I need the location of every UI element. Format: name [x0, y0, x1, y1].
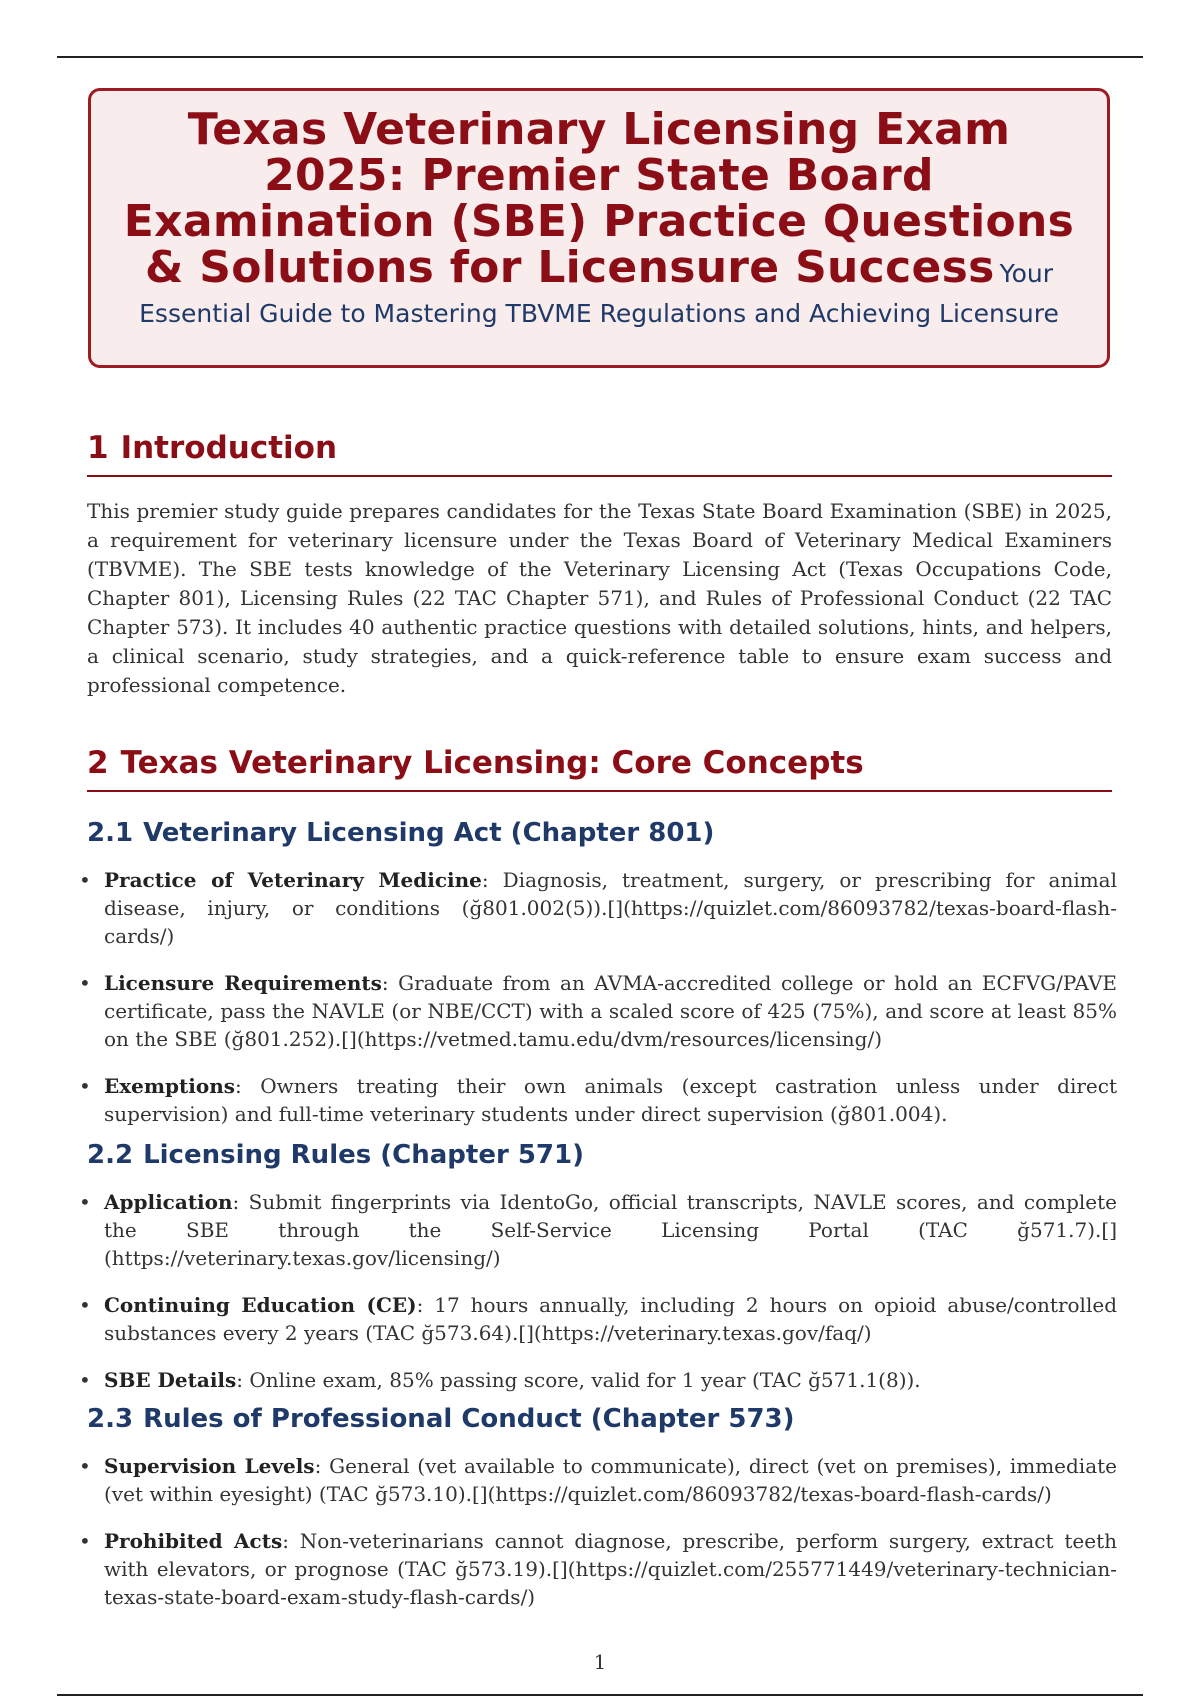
section-core-concepts-heading — [87, 743, 1112, 792]
list-item — [87, 1291, 1117, 1347]
list-item — [87, 1072, 1117, 1128]
section-number: 2 — [87, 745, 109, 781]
document-title: Texas Veterinary Licensing Exam 2025: Premier State Board Examination (SBE) Practice Questions & Solutions for Licensure Success — [123, 104, 1075, 293]
list-2-1 — [87, 866, 1117, 1147]
subsection-heading-2-1 — [87, 816, 714, 850]
list-item-text: : 17 hours annually, including 2 hours on opioid abuse/controlled substances every 2 years (TAC ğ573.64).[](https://veterinary.texas.gov/faq/) — [104, 1293, 1117, 1345]
list-item — [87, 1452, 1117, 1508]
bottom-rule — [57, 1694, 1143, 1696]
list-item-text: : Non-veterinarians cannot diagnose, prescribe, perform surgery, extract teeth with elevators, or prognose (TAC ğ573.19).[](https://quizlet.com/255771449/veterinary-technician-texas-state-board-exam-study-flash-cards/) — [104, 1529, 1117, 1609]
section-introduction-heading — [87, 428, 1112, 477]
subsection-number: 2.1 — [87, 818, 134, 848]
list-item — [87, 969, 1117, 1053]
section-title: Introduction — [120, 430, 338, 466]
list-item — [87, 1366, 1117, 1394]
page-number: 1 — [593, 1650, 607, 1674]
list-item-term: Application — [104, 1190, 233, 1214]
list-item-term: Continuing Education (CE) — [104, 1293, 417, 1317]
title-box — [88, 88, 1110, 368]
list-item — [87, 1188, 1117, 1272]
list-item-term: Prohibited Acts — [104, 1529, 283, 1553]
section-title: Texas Veterinary Licensing: Core Concepts — [120, 745, 864, 781]
top-rule — [57, 56, 1143, 58]
list-item-text: : General (vet available to communicate), direct (vet on premises), immediate (vet within eyesight) (TAC ğ573.10).[](https://quizlet.com/86093782/texas-board-flash-cards/) — [104, 1454, 1118, 1506]
list-item-term: Licensure Requirements — [104, 971, 382, 995]
subsection-title: Veterinary Licensing Act (Chapter 801) — [143, 818, 715, 848]
list-item-text: : Owners treating their own animals (except castration unless under direct supervision) and full-time veterinary students under direct supervision (ğ801.004). — [104, 1074, 1117, 1126]
subsection-heading-2-3 — [87, 1402, 795, 1436]
list-item-term: Supervision Levels — [104, 1454, 315, 1478]
list-2-2 — [87, 1188, 1117, 1413]
list-item-term: SBE Details — [104, 1368, 237, 1392]
subsection-number: 2.3 — [87, 1404, 134, 1434]
list-item-term: Practice of Veterinary Medicine — [104, 868, 482, 892]
subsection-title: Licensing Rules (Chapter 571) — [143, 1140, 584, 1170]
list-item-text: : Submit fingerprints via IdentoGo, official transcripts, NAVLE scores, and complete the SBE through the Self-Service Licensing Portal (TAC ğ571.7).[](https://veterinary.texas.gov/licensing/) — [104, 1190, 1117, 1270]
list-item-term: Exemptions — [104, 1074, 236, 1098]
list-item-text: : Diagnosis, treatment, surgery, or prescribing for animal disease, injury, or conditions (ğ801.002(5)).[](https://quizlet.com/86093782/texas-board-flash-cards/) — [104, 868, 1118, 948]
subsection-number: 2.2 — [87, 1140, 134, 1170]
list-2-3 — [87, 1452, 1117, 1630]
list-item — [87, 1527, 1117, 1611]
subsection-heading-2-2 — [87, 1138, 584, 1172]
subsection-title: Rules of Professional Conduct (Chapter 573) — [143, 1404, 795, 1434]
document-subtitle: Your Essential Guide to Mastering TBVME Regulations and Achieving Licensure — [139, 259, 1059, 328]
list-item — [87, 866, 1117, 950]
list-item-text: : Online exam, 85% passing score, valid for 1 year (TAC ğ571.1(8)). — [236, 1368, 921, 1392]
list-item-text: : Graduate from an AVMA-accredited college or hold an ECFVG/PAVE certificate, pass the NAVLE (or NBE/CCT) with a scaled score of 425 (75%), and score at least 85% on the SBE (ğ801.252).[](https://vetmed.tamu.edu/dvm/resources/licensing/) — [104, 971, 1117, 1051]
section-number: 1 — [87, 430, 109, 466]
introduction-paragraph: This premier study guide prepares candidates for the Texas State Board Examination (SBE) in 2025, a requirement for veterinary licensure under the Texas Board of Veterinary Medical Examiners (TBVME). The SBE tests knowledge of the Veterinary Licensing Act (Texas Occupations Code, Chapter 801), Licensing Rules (22 TAC Chapter 571), and Rules of Professional Conduct (22 TAC Chapter 573). It includes 40 authentic practice questions with detailed solutions, hints, and helpers, a clinical scenario, study strategies, and a quick-reference table to ensure exam success and professional competence. — [87, 499, 1112, 697]
